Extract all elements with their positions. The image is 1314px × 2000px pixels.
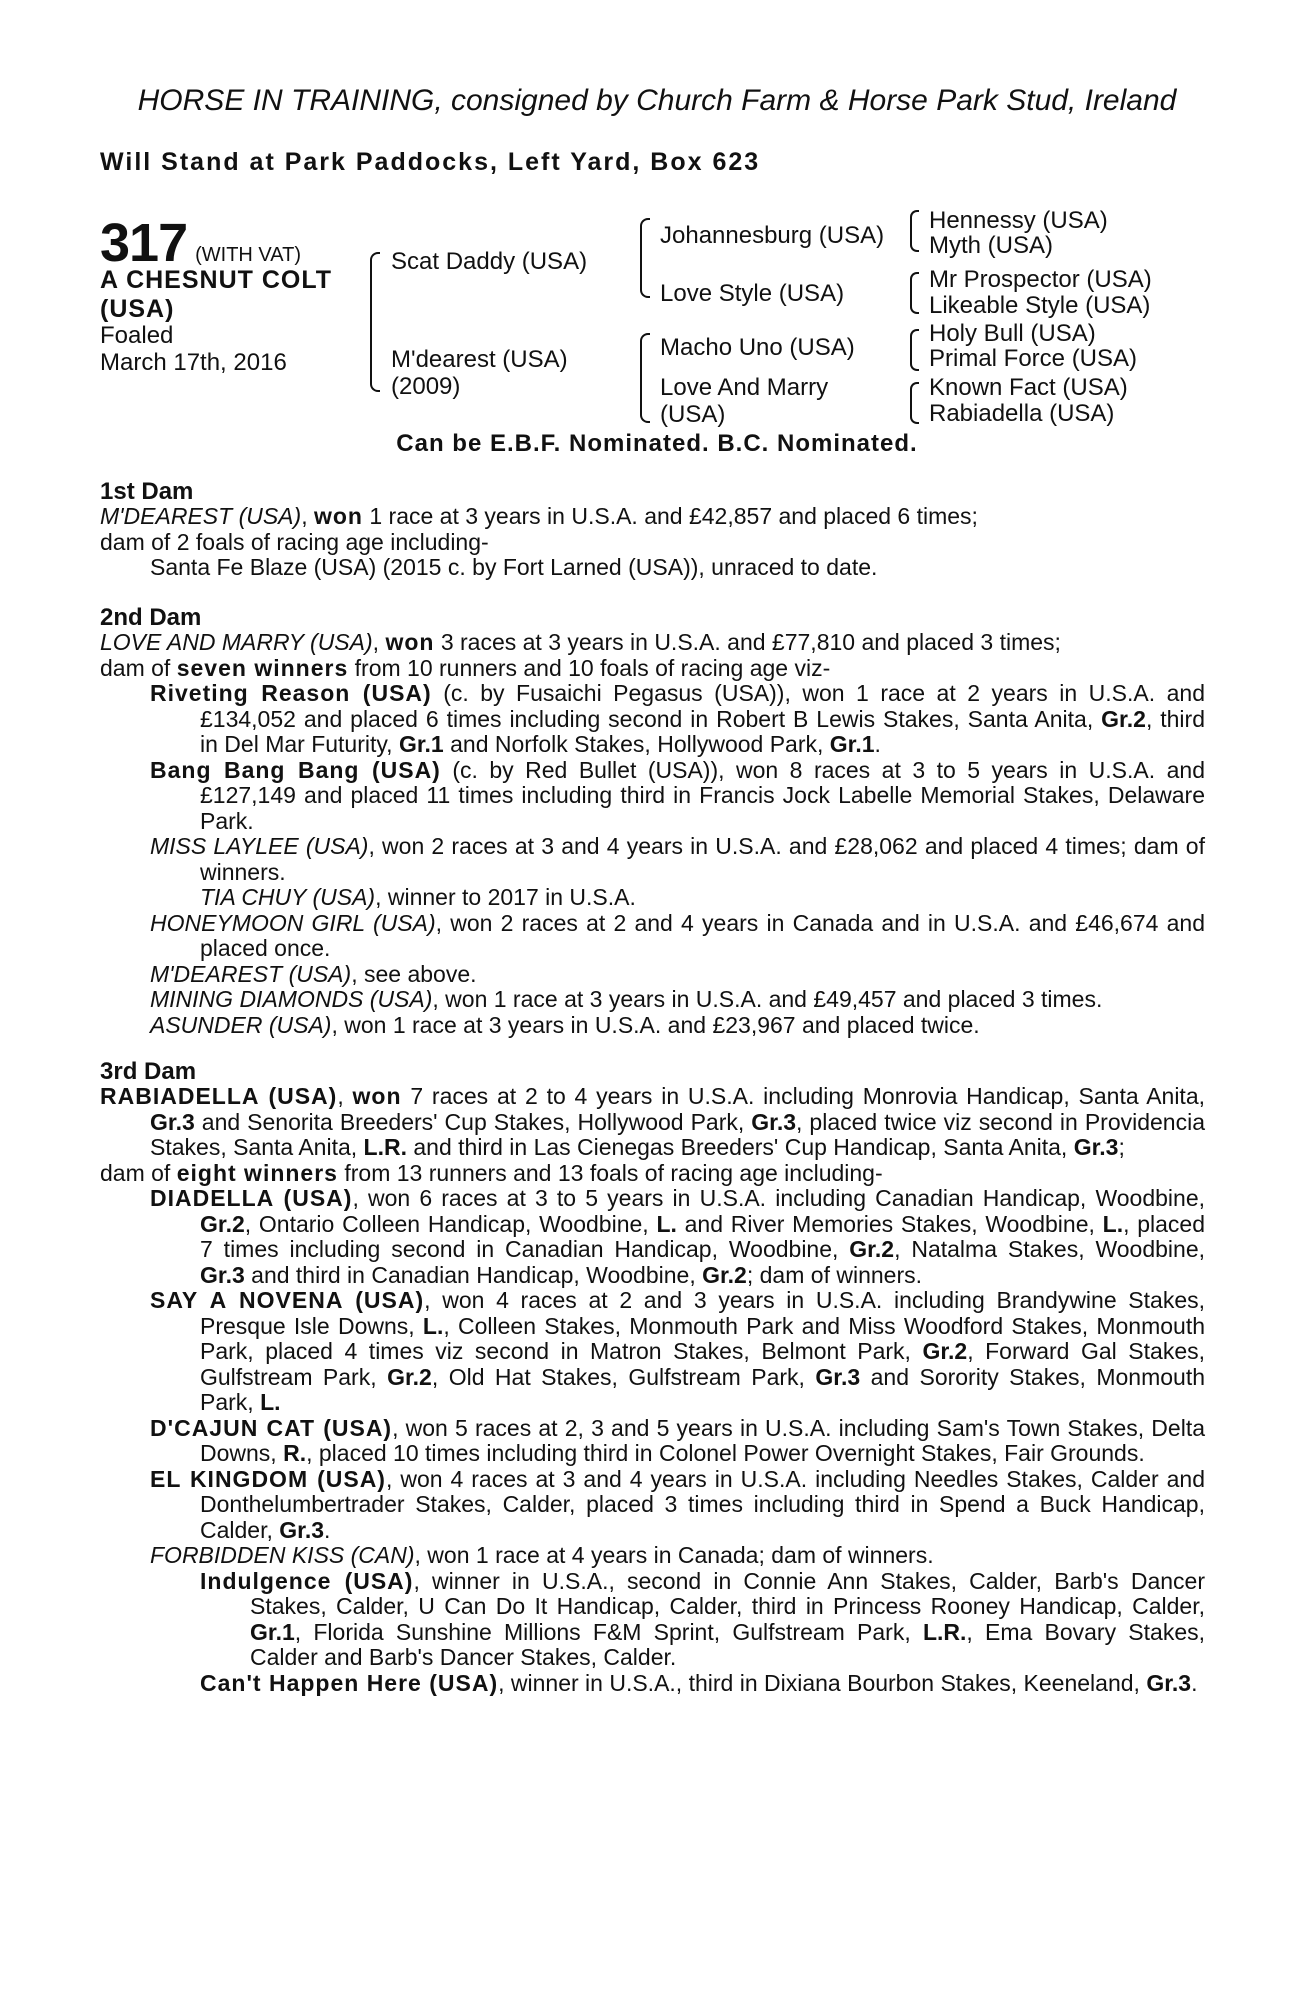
ped-sdd: Likeable Style (USA) (929, 292, 1151, 319)
ped-sd: Love Style (USA) (660, 280, 845, 307)
ped-ds: Macho Uno (USA) (660, 334, 855, 361)
lot-number-block (100, 212, 301, 274)
ped-sss: Hennessy (USA) (929, 207, 1108, 234)
brace-sd (910, 272, 919, 314)
nominations: Can be E.B.F. Nominated. B.C. Nominated. (396, 430, 918, 457)
vat-note: (WITH VAT) (195, 244, 302, 266)
third-dam-text: RABIADELLA (USA), won 7 races at 2 to 4 years in U.S.A. including Monrovia Handicap, Santa Anita, Gr.3 and Senorita Breeders' Cup Stakes, Hollywood Park, Gr.3, placed twice viz second in Providencia Stakes, Santa Anita, L.R. and third in Las Cienegas Breeders' Cup Handicap, Santa Anita, Gr.3; dam of eight winners from 13 runners and 13 foals of racing age including- DIADELLA (USA), won 6 races at 3 to 5 years in U.S.A. including Canadian Handicap, Woodbine, Gr.2, Ontario Colleen Handicap, Woodbine, L. and River Memories Stakes, Woodbine, L., placed 7 times including second in Canadian Handicap, Woodbine, Gr.2, Natalma Stakes, Woodbine, Gr.3 and third in Canadian Handicap, Woodbine, Gr.2; dam of winners. SAY A NOVENA (USA), won 4 races at 2 and 3 years in U.S.A. including Brandywine Stakes, Presque Isle Downs, L., Colleen Stakes, Monmouth Park and Miss Woodford Stakes, Monmouth Park, placed 4 times viz second in Matron Stakes, Belmont Park, Gr.2, Forward Gal Stakes, Gulfstream Park, Gr.2, Old Hat Stakes, Gulfstream Park, Gr.3 and Sorority Stakes, Monmouth Park, L. D'CAJUN CAT (USA), won 5 races at 2, 3 and 5 years in U.S.A. including Sam's Town Stakes, Delta Downs, R., placed 10 times including third in Colonel Power Overnight Stakes, Fair Grounds. EL KINGDOM (USA), won 4 races at 3 and 4 years in U.S.A. including Needles Stakes, Calder and Donthelumbertrader Stakes, Calder, placed 3 times including third in Spend a Buck Handicap, Calder, Gr.3. FORBIDDEN KISS (CAN), won 1 race at 4 years in Canada; dam of winners. Indulgence (USA), winner in U.S.A., second in Connie Ann Stakes, Calder, Barb's Dancer Stakes, Calder, U Can Do It Handicap, Calder, third in Princess Rooney Handicap, Calder, Gr.1, Florida Sunshine Millions F&M Sprint, Gulfstream Park, L.R., Ema Bovary Stakes, Calder and Barb's Dancer Stakes, Calder. Can't Happen Here (USA), winner in U.S.A., third in Dixiana Bourbon Stakes, Keeneland, Gr.3. (100, 1083, 1206, 1696)
horse-description (100, 266, 332, 324)
ped-dam-year: (2009) (391, 373, 461, 400)
foaled-date: March 17th, 2016 (100, 349, 287, 376)
ped-ss: Johannesburg (USA) (660, 222, 885, 249)
foaled-info (100, 322, 287, 376)
stand-location: Will Stand at Park Paddocks, Left Yard, Box 623 (100, 148, 761, 176)
horse-name-line2: (USA) (100, 295, 175, 323)
page-header: HORSE IN TRAINING, consigned by Church Farm & Horse Park Stud, Ireland (137, 84, 1177, 117)
ped-dd-name: Love And Marry (660, 374, 829, 401)
brace-sire (640, 218, 650, 298)
third-dam-heading: 3rd Dam (100, 1058, 197, 1085)
horse-name-line1: A CHESNUT COLT (100, 266, 333, 294)
ped-ssd: Myth (USA) (929, 232, 1054, 259)
ped-sds: Mr Prospector (USA) (929, 266, 1152, 293)
ped-dss: Holy Bull (USA) (929, 320, 1096, 347)
second-dam-heading: 2nd Dam (100, 604, 202, 631)
ped-dd-country: (USA) (660, 401, 726, 428)
ped-dam (391, 346, 568, 400)
first-dam-text: M'DEAREST (USA), won 1 race at 3 years in U.S.A. and £42,857 and placed 6 times; dam of 2 foals of racing age including- Santa Fe Blaze (USA) (2015 c. by Fort Larned (USA)), unraced to date. (100, 503, 978, 580)
ped-dam-name: M'dearest (USA) (391, 346, 568, 373)
ped-dds: Known Fact (USA) (929, 374, 1128, 401)
first-dam-heading: 1st Dam (100, 478, 194, 505)
ped-ddd: Rabiadella (USA) (929, 400, 1115, 427)
brace-dd (910, 382, 919, 424)
second-dam-text: LOVE AND MARRY (USA), won 3 races at 3 years in U.S.A. and £77,810 and placed 3 times; dam of seven winners from 10 runners and 10 foals of racing age viz- Riveting Reason (USA) (c. by Fusaichi Pegasus (USA)), won 1 race at 2 years in U.S.A. and £134,052 and placed 6 times including second in Robert B Lewis Stakes, Santa Anita, Gr.2, third in Del Mar Futurity, Gr.1 and Norfolk Stakes, Hollywood Park, Gr.1. Bang Bang Bang (USA) (c. by Red Bullet (USA)), won 8 races at 3 to 5 years in U.S.A. and £127,149 and placed 11 times including third in Francis Jock Labelle Memorial Stakes, Delaware Park. MISS LAYLEE (USA), won 2 races at 3 and 4 years in U.S.A. and £28,062 and placed 4 times; dam of winners. TIA CHUY (USA), winner to 2017 in U.S.A. HONEYMOON GIRL (USA), won 2 races at 2 and 4 years in Canada and in U.S.A. and £46,674 and placed once. M'DEAREST (USA), see above. MINING DIAMONDS (USA), won 1 race at 3 years in U.S.A. and £49,457 and placed 3 times. ASUNDER (USA), won 1 race at 3 years in U.S.A. and £23,967 and placed twice. (100, 629, 1206, 1038)
lot-number: 317 (100, 213, 188, 273)
brace-ds (910, 329, 919, 371)
brace-ss (910, 210, 919, 252)
brace-dam (640, 333, 650, 423)
ped-dsd: Primal Force (USA) (929, 345, 1138, 372)
foaled-label: Foaled (100, 322, 174, 349)
brace-gen1 (370, 252, 380, 392)
ped-sire: Scat Daddy (USA) (391, 248, 588, 275)
ped-dd (660, 374, 828, 428)
